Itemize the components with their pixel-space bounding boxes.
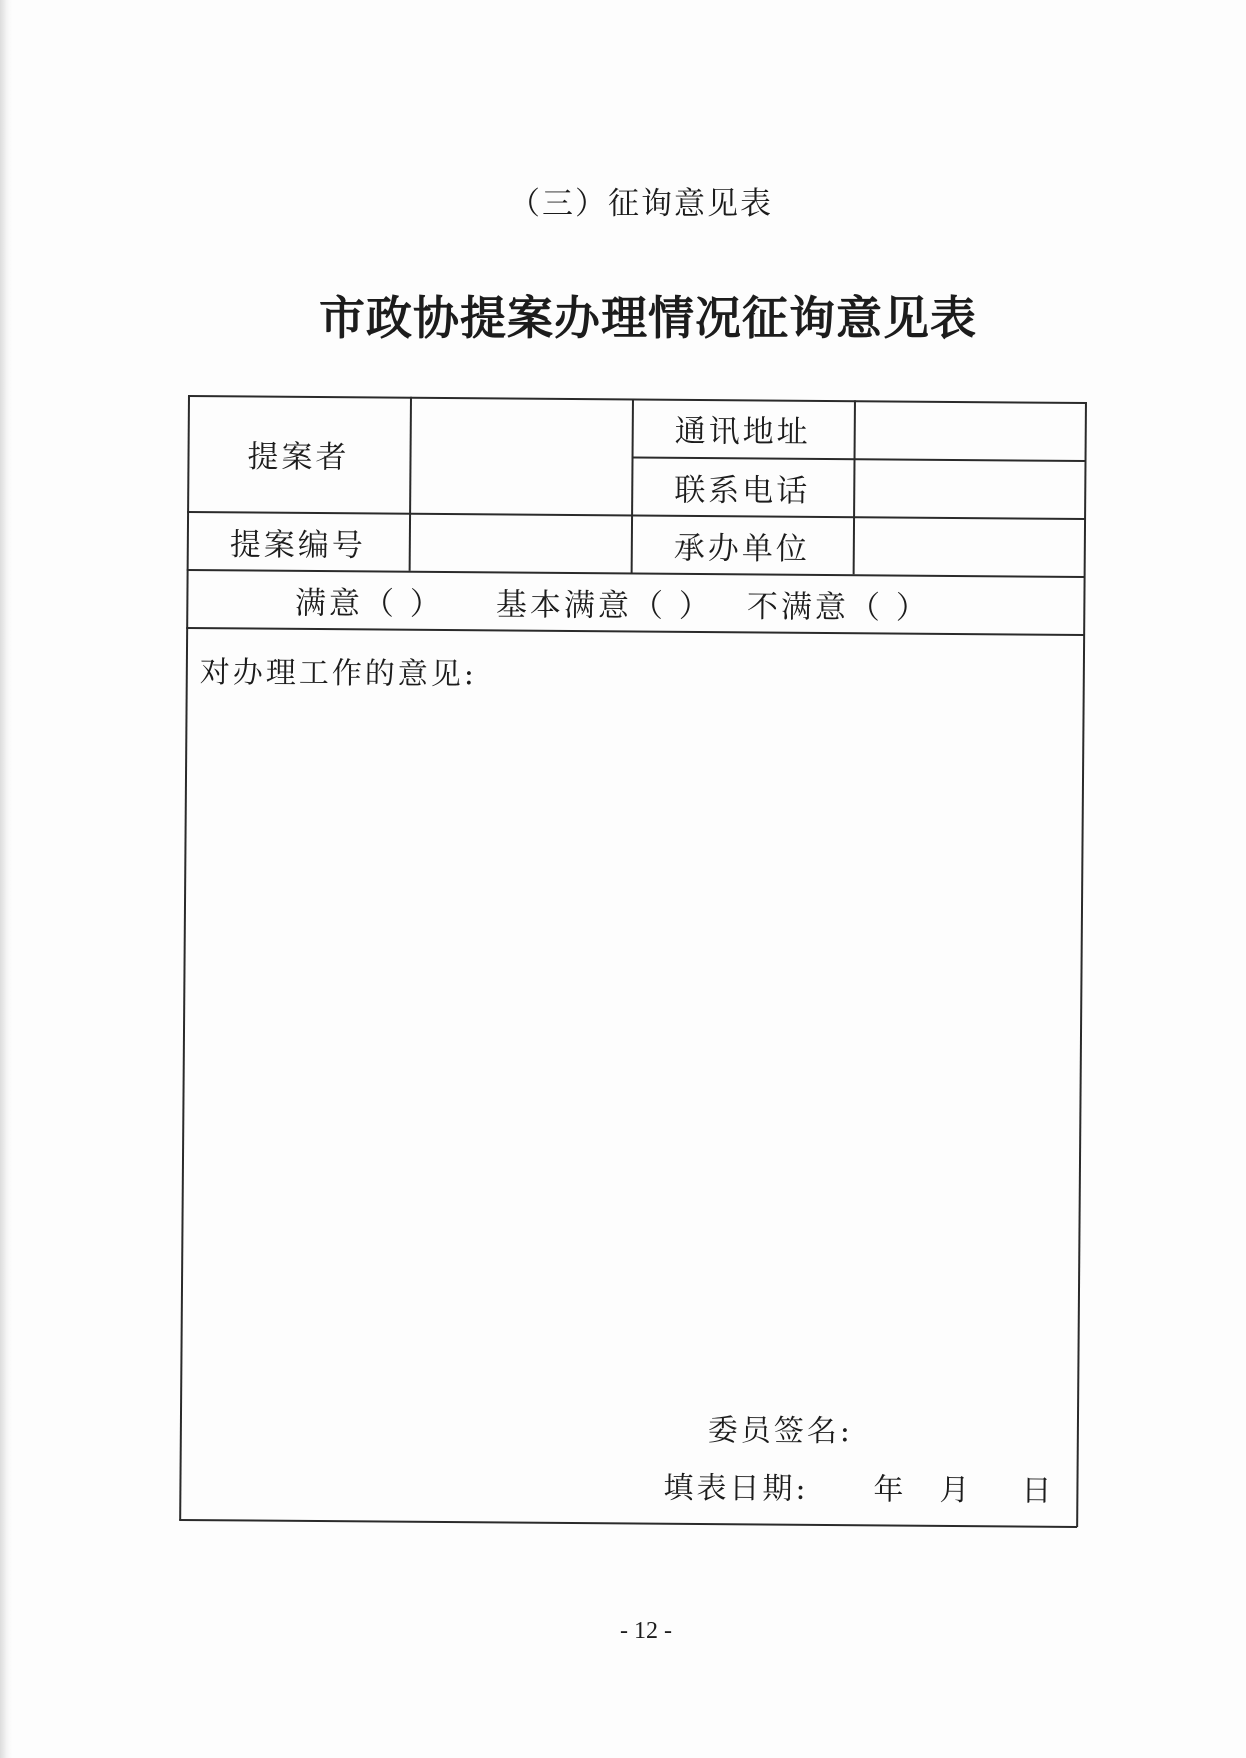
table-divider-col3 — [853, 400, 856, 574]
phone-label: 联系电话 — [674, 472, 811, 510]
address-label: 通讯地址 — [674, 413, 811, 451]
table-border-bottom — [179, 1519, 1077, 1528]
section-heading: （三）征询意见表 — [509, 186, 773, 222]
table-border-top — [188, 395, 1086, 404]
handling-unit-label: 承办单位 — [673, 530, 810, 568]
table-border-right — [1076, 402, 1086, 1527]
table-border-left — [179, 395, 189, 1520]
document-title: 市政协提案办理情况征询意见表 — [319, 291, 977, 345]
date-label: 填表日期: — [663, 1470, 809, 1507]
table-divider-col1 — [409, 397, 412, 571]
table-line-address-phone — [632, 456, 1086, 461]
proposer-label: 提案者 — [247, 438, 350, 476]
satisfied-option: 满意（ ） — [294, 585, 444, 623]
date-year: 年 — [873, 1472, 907, 1508]
page-number: - 12 - — [620, 1618, 672, 1644]
table-line-row2-end — [187, 569, 1085, 578]
basically-satisfied-option: 基本满意（ ） — [495, 586, 713, 625]
unsatisfied-option: 不满意（ ） — [746, 588, 930, 627]
opinion-label: 对办理工作的意见: — [199, 655, 478, 693]
table-line-row1-end — [187, 511, 1085, 520]
date-day: 日 — [1021, 1473, 1055, 1509]
proposal-number-label: 提案编号 — [229, 526, 366, 564]
date-month: 月 — [939, 1472, 973, 1509]
table-divider-col2 — [631, 398, 634, 572]
table-line-row3-end — [186, 627, 1084, 636]
opinion-form-table — [179, 395, 1086, 1527]
signature-label: 委员签名: — [707, 1413, 854, 1450]
scan-edge-shadow — [0, 0, 12, 1758]
